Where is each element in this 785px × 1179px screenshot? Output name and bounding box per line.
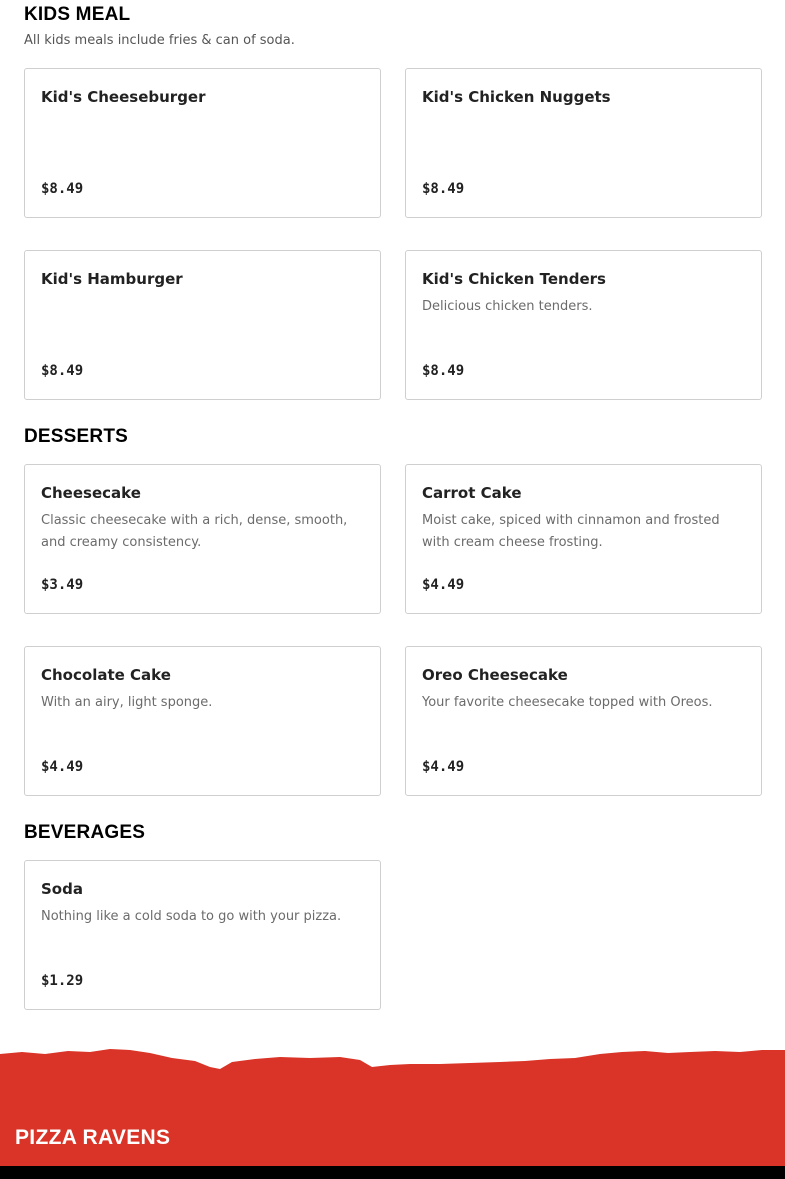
menu-item-description: Classic cheesecake with a rich, dense, smooth, and creamy consistency.: [41, 513, 348, 550]
footer-brand-logo[interactable]: PIZZA RAVENS: [15, 1126, 171, 1149]
menu-item-name: Kid's Cheeseburger: [41, 88, 206, 106]
menu-item-price: $8.49: [422, 181, 465, 197]
menu-item-card[interactable]: [24, 860, 381, 1010]
menu-item-name: Soda: [41, 880, 83, 898]
menu-item-description: Delicious chicken tenders.: [422, 299, 593, 314]
menu-item-price: $4.49: [422, 759, 465, 775]
menu-item-card[interactable]: [24, 250, 381, 400]
footer-bottom-bar: [0, 1166, 785, 1179]
section-subtitle-kids-meal: All kids meals include fries & can of soda.: [24, 33, 295, 48]
menu-item-description: Your favorite cheesecake topped with Oreos.: [422, 695, 713, 710]
menu-item-price: $4.49: [422, 577, 465, 593]
menu-item-card[interactable]: [405, 250, 762, 400]
menu-item-card[interactable]: [24, 464, 381, 614]
menu-item-price: $8.49: [41, 363, 84, 379]
menu-item-description: With an airy, light sponge.: [41, 695, 213, 710]
menu-item-price: $8.49: [422, 363, 465, 379]
menu-item-card[interactable]: [24, 646, 381, 796]
menu-item-name: Oreo Cheesecake: [422, 666, 568, 684]
menu-item-name: Carrot Cake: [422, 484, 522, 502]
torn-edge-shape: [0, 1049, 785, 1179]
torn-paper-edge: [0, 1040, 785, 1179]
menu-item-name: Kid's Hamburger: [41, 270, 183, 288]
menu-item-price: $3.49: [41, 577, 84, 593]
menu-item-description: Nothing like a cold soda to go with your pizza.: [41, 909, 342, 924]
section-title-beverages: BEVERAGES: [24, 822, 146, 843]
menu-item-card[interactable]: [405, 68, 762, 218]
menu-item-description: Moist cake, spiced with cinnamon and frosted with cream cheese frosting.: [422, 513, 720, 550]
menu-item-name: Cheesecake: [41, 484, 141, 502]
menu-item-card[interactable]: [405, 464, 762, 614]
menu-item-price: $4.49: [41, 759, 84, 775]
menu-item-card[interactable]: [405, 646, 762, 796]
site-footer: [0, 1040, 785, 1179]
section-title-desserts: DESSERTS: [24, 426, 129, 447]
menu-item-price: $1.29: [41, 973, 84, 989]
menu-item-price: $8.49: [41, 181, 84, 197]
menu-item-card[interactable]: [24, 68, 381, 218]
menu-item-name: Kid's Chicken Nuggets: [422, 88, 611, 106]
section-title-kids-meal: KIDS MEAL: [24, 4, 131, 25]
menu-item-name: Kid's Chicken Tenders: [422, 270, 606, 288]
menu-item-name: Chocolate Cake: [41, 666, 171, 684]
